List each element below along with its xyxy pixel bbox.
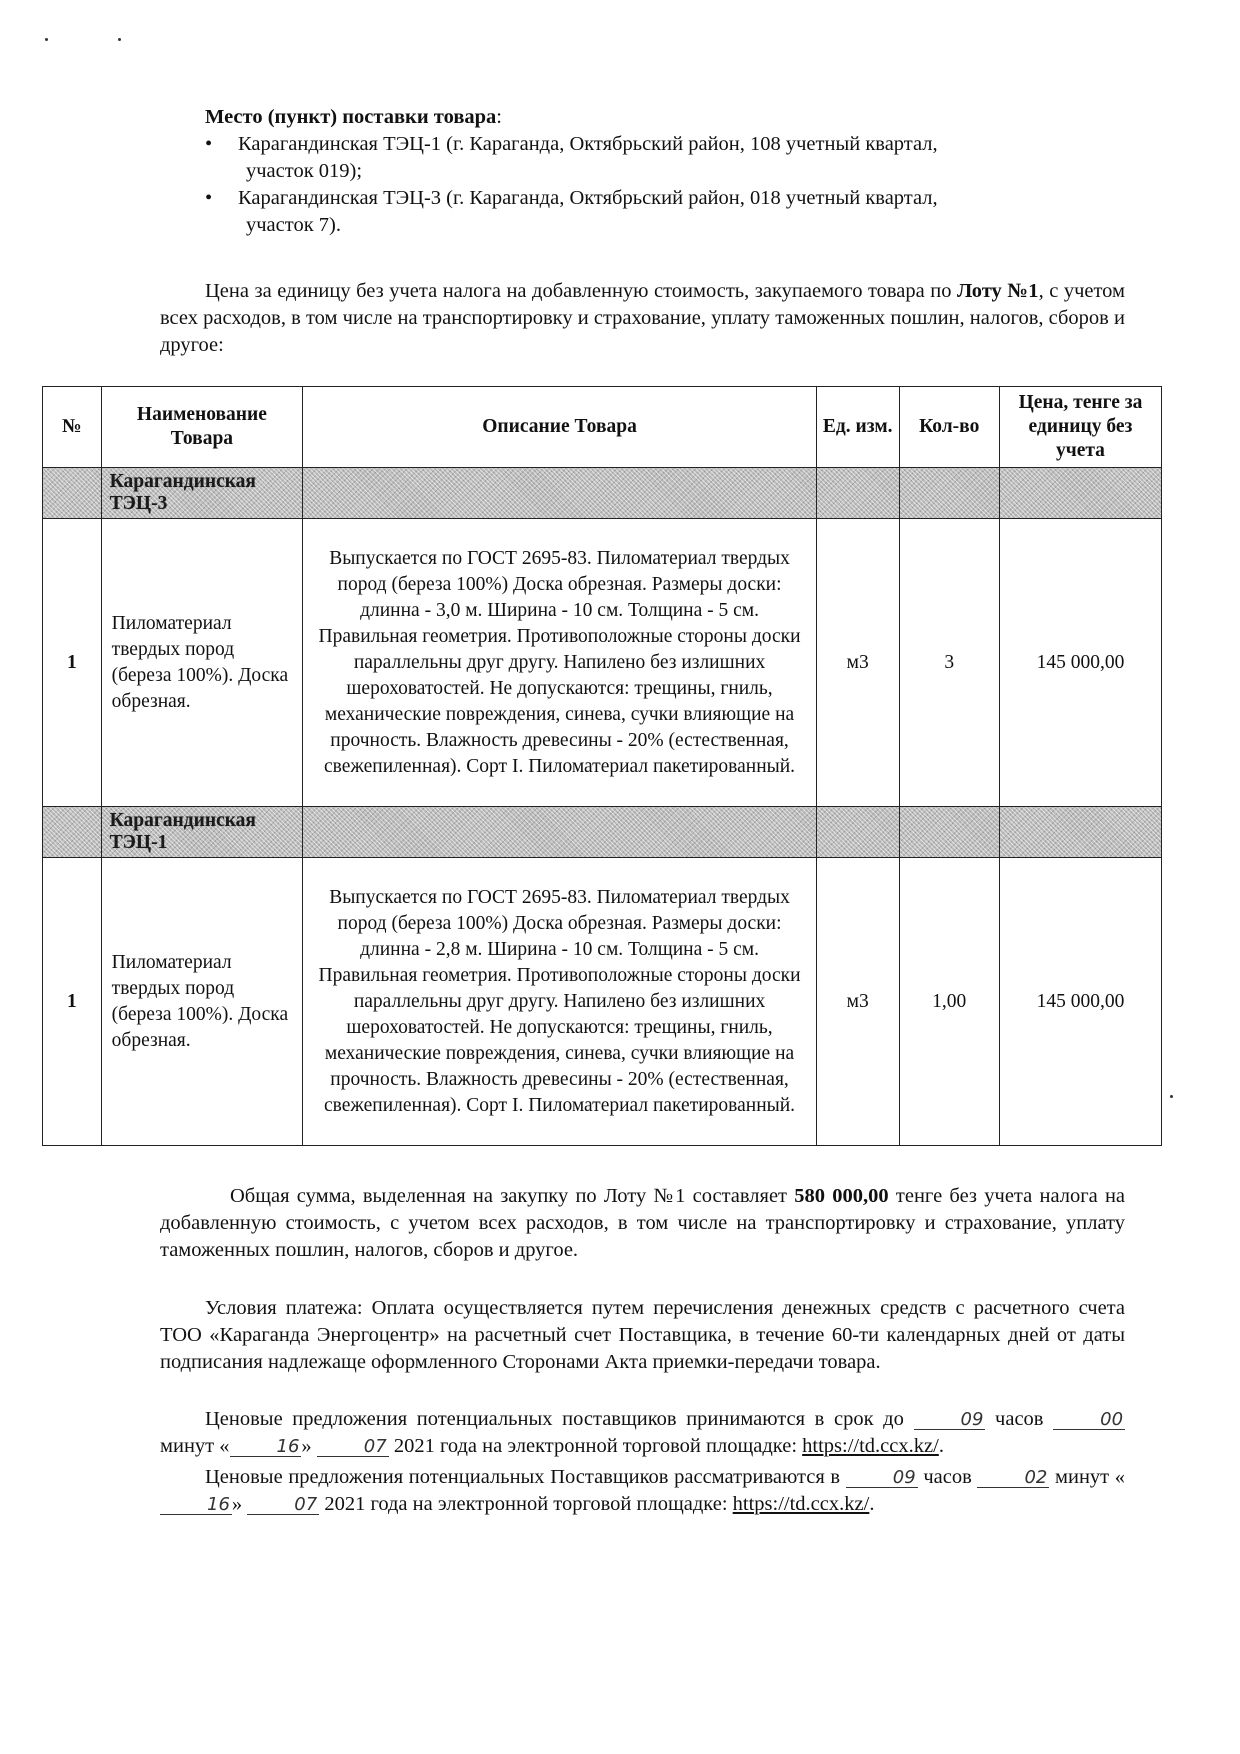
group-cell bbox=[899, 807, 999, 858]
deadline-day-handwritten: 16 bbox=[230, 1438, 302, 1457]
total-text: Общая сумма, выделенная на закупку по Лоту №1 составляет bbox=[230, 1185, 788, 1207]
row-product-name: Пиломатериал твердых пород (береза 100%). Доска обрезная. bbox=[101, 858, 303, 1146]
review-hours-label: часов bbox=[923, 1466, 972, 1488]
deadline-end: . bbox=[938, 1435, 944, 1457]
group-cell bbox=[303, 468, 817, 519]
group-cell bbox=[999, 468, 1161, 519]
deadline-text: Ценовые предложения потенциальных поставщиков принимаются в срок до bbox=[205, 1408, 904, 1430]
delivery-heading: Место (пункт) поставки товара bbox=[205, 106, 497, 128]
price-intro-text-rest: , с учетом всех расходов, в том числе на транспортировку и страхование, уплату таможенных пошлин, налогов, сборов и другое: bbox=[160, 280, 1125, 356]
review-text: Ценовые предложения потенциальных Поставщиков рассматриваются в bbox=[205, 1466, 841, 1488]
group-cell bbox=[816, 468, 899, 519]
row-unit: м3 bbox=[816, 858, 899, 1146]
review-minutes-label: минут « bbox=[1055, 1466, 1126, 1488]
group-cell bbox=[816, 807, 899, 858]
row-quantity: 3 bbox=[899, 519, 999, 807]
row-unit-price: 145 000,00 bbox=[999, 519, 1161, 807]
deadline-hours-handwritten: 09 bbox=[914, 1411, 986, 1430]
payment-terms-paragraph: Условия платежа: Оплата осуществляется путем перечисления денежных средств с расчетного счета ТОО «Караганда Энергоцентр» на расчетный счет Поставщика, в течение 60-ти календарных дней от даты подписания надлежаще оформленного Сторонами Акта приемки-передачи товара. bbox=[160, 1297, 1125, 1373]
review-day-close: » bbox=[231, 1493, 243, 1515]
delivery-item-line2: участок 7). bbox=[246, 214, 341, 236]
deadline-minutes-handwritten: 00 bbox=[1053, 1411, 1125, 1430]
group-cell bbox=[43, 807, 102, 858]
table-row bbox=[43, 858, 1162, 1146]
total-amount: 580 000,00 bbox=[794, 1185, 889, 1207]
delivery-item bbox=[205, 131, 1125, 185]
delivery-item-line1: Карагандинская ТЭЦ-3 (г. Караганда, Октябрьский район, 018 учетный квартал, bbox=[238, 187, 938, 209]
group-cell bbox=[899, 468, 999, 519]
review-day-handwritten: 16 bbox=[160, 1496, 232, 1515]
scan-speck bbox=[45, 38, 48, 41]
delivery-heading-line bbox=[205, 104, 1125, 131]
row-unit-price: 145 000,00 bbox=[999, 858, 1161, 1146]
review-month-handwritten: 07 bbox=[247, 1496, 319, 1515]
row-description: Выпускается по ГОСТ 2695-83. Пиломатериал твердых пород (береза 100%) Доска обрезная. Размеры доски: длинна - 2,8 м. Ширина - 10 см. Толщина - 5 см. Правильная геометрия. Противоположные стороны доски параллельны друг другу. Напилено без излишних шероховатостей. Не допускаются: трещины, гниль, механические повреждения, синева, сучки влияющие на прочность. Влажность древесины - 20% (естественная, свежепиленная). Сорт I. Пиломатериал пакетированный. bbox=[303, 858, 817, 1146]
deadline-hours-label: часов bbox=[995, 1408, 1044, 1430]
review-year-text: 2021 года на электронной торговой площадке: bbox=[324, 1493, 728, 1515]
scan-speck bbox=[118, 38, 121, 41]
price-intro-paragraph bbox=[160, 278, 1125, 359]
delivery-item bbox=[205, 185, 1125, 239]
header-number: № bbox=[43, 387, 102, 468]
group-cell bbox=[303, 807, 817, 858]
table-row bbox=[43, 519, 1162, 807]
group-cell bbox=[43, 468, 102, 519]
price-intro-lot: Лоту №1 bbox=[957, 280, 1039, 302]
group-row-tec1 bbox=[43, 807, 1162, 858]
delivery-heading-colon: : bbox=[496, 106, 502, 128]
group-name: Карагандинская ТЭЦ-1 bbox=[101, 807, 303, 858]
deadline-platform-link[interactable]: https://td.ccx.kz/ bbox=[802, 1435, 939, 1457]
deadline-month-handwritten: 07 bbox=[317, 1438, 389, 1457]
review-platform-link[interactable]: https://td.ccx.kz/ bbox=[732, 1493, 870, 1515]
submission-deadline-paragraph bbox=[160, 1406, 1125, 1460]
group-name: Карагандинская ТЭЦ-3 bbox=[101, 468, 303, 519]
goods-table bbox=[42, 386, 1162, 1146]
row-number: 1 bbox=[43, 519, 102, 807]
total-paragraph bbox=[160, 1183, 1125, 1264]
row-unit: м3 bbox=[816, 519, 899, 807]
row-product-name: Пиломатериал твердых пород (береза 100%). Доска обрезная. bbox=[101, 519, 303, 807]
group-cell bbox=[999, 807, 1161, 858]
delivery-section bbox=[205, 104, 1125, 239]
review-time-paragraph bbox=[160, 1464, 1125, 1518]
row-number: 1 bbox=[43, 858, 102, 1146]
row-description: Выпускается по ГОСТ 2695-83. Пиломатериал твердых пород (береза 100%) Доска обрезная. Размеры доски: длинна - 3,0 м. Ширина - 10 см. Толщина - 5 см. Правильная геометрия. Противоположные стороны доски параллельны друг другу. Напилено без излишних шероховатостей. Не допускаются: трещины, гниль, механические повреждения, синева, сучки влияющие на прочность. Влажность древесины - 20% (естественная, свежепиленная). Сорт I. Пиломатериал пакетированный. bbox=[303, 519, 817, 807]
group-row-tec3 bbox=[43, 468, 1162, 519]
price-intro-text: Цена за единицу без учета налога на добавленную стоимость, закупаемого товара по bbox=[205, 280, 952, 302]
header-quantity: Кол-во bbox=[899, 387, 999, 468]
deadline-minutes-label: минут « bbox=[160, 1435, 230, 1457]
header-unit: Ед. изм. bbox=[816, 387, 899, 468]
scan-speck bbox=[1170, 1095, 1173, 1098]
delivery-item-line2: участок 019); bbox=[246, 160, 363, 182]
delivery-list bbox=[205, 131, 1125, 239]
table-header-row bbox=[43, 387, 1162, 468]
header-description: Описание Товара bbox=[303, 387, 817, 468]
review-minutes-handwritten: 02 bbox=[977, 1469, 1049, 1488]
header-unit-price: Цена, тенге за единицу без учета bbox=[999, 387, 1161, 468]
review-end: . bbox=[869, 1493, 875, 1515]
delivery-item-line1: Карагандинская ТЭЦ-1 (г. Караганда, Октябрьский район, 108 учетный квартал, bbox=[238, 133, 938, 155]
deadline-year-text: 2021 года на электронной торговой площадке: bbox=[393, 1435, 798, 1457]
deadline-day-close: » bbox=[301, 1435, 312, 1457]
header-product-name: Наименование Товара bbox=[101, 387, 303, 468]
review-hours-handwritten: 09 bbox=[846, 1469, 918, 1488]
row-quantity: 1,00 bbox=[899, 858, 999, 1146]
total-text-rest: тенге без учета налога на добавленную стоимость, с учетом всех расходов, в том числе на транспортировку и страхование, уплату таможенных пошлин, налогов, сборов и другое. bbox=[160, 1185, 1126, 1261]
